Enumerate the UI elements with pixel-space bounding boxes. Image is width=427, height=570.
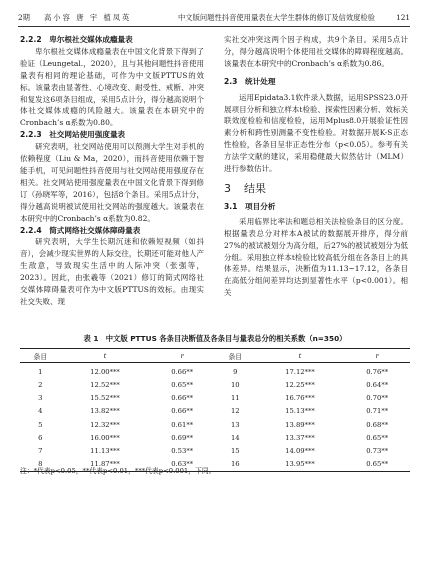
section-3-number: 3	[224, 181, 231, 195]
continued-paragraph: 实社交冲突这两个因子构成，共9个条目。采用5点计分，得分越高说明个体使用社交媒体的障碍程度越高。该量表在本研究中的Cronbach’s α系数为0.86。	[224, 35, 408, 68]
page-number: 121	[396, 13, 410, 22]
table-cell: 0.65**	[366, 433, 389, 442]
table-cell: 13.95***	[256, 458, 345, 472]
table-cell: 16.76***	[285, 394, 315, 403]
item-analysis-table	[20, 348, 410, 472]
table-cell: 0.65**	[344, 458, 410, 472]
running-header	[18, 10, 410, 27]
table-cell: 0.68**	[366, 420, 389, 429]
table-row	[20, 363, 410, 379]
table-row	[20, 418, 410, 431]
table-cell: 8	[20, 458, 61, 472]
table-row	[20, 431, 410, 444]
header-item: 条目	[20, 349, 61, 363]
header-authors: 高小容 唐 宇 植凤英	[44, 13, 132, 22]
table-cell: 0.69**	[171, 433, 194, 442]
table-cell: 13	[230, 420, 240, 429]
table-cell: 15	[230, 446, 240, 455]
right-column	[224, 34, 408, 299]
issue-number: 2期	[18, 13, 30, 22]
table-cell: 0.76**	[366, 367, 389, 376]
table-row	[20, 392, 410, 405]
section-2-2-2-heading: 2.2.2 卑尔根社交媒体成瘾量表	[20, 35, 133, 44]
section-3-1-heading: 3.1 项目分析	[224, 201, 276, 211]
table-cell: 5	[38, 420, 43, 429]
table-cell: 0.66**	[171, 394, 194, 403]
table-cell: 6	[38, 433, 43, 442]
table-cell: 12.32***	[90, 420, 120, 429]
table-cell: 14.09***	[285, 446, 315, 455]
table-cell: 17.12***	[285, 367, 315, 376]
table-cell: 12.00***	[90, 367, 120, 376]
table-cell: 1	[38, 367, 43, 376]
section-3-heading	[224, 183, 408, 195]
bergen-scale-paragraph: 卑尔根社交媒体成瘾量表在中国文化背景下得到了验证（Leungetal.，2020），且与其他问题性抖音使用量表有相同的理论基础，可作为中文版PTTUS的效标。该量表由显著性、心境改变、耐受性、戒断、冲突和复发这6项条目组成，采用5点计分，得分越高说明个体社交媒体成瘾的风险越大。该量表在本研究中的Cronbach’s α系数为0.80。	[20, 46, 204, 128]
section-3-title: 结果	[244, 181, 266, 195]
social-media-disorder-paragraph: 研究表明，大学生长期沉迷和依赖短视频（如抖音），会减少现实世界的人际交往，长期还可能对他人产生敌意，导致现实生活中的人际冲突（张强等，2023）。因此，由张羲等（2021）修订的简式网络社交媒体障碍量表可作为中文版PTTUS的效标。由现实社交失败、现	[20, 237, 204, 306]
table-cell: 12.25***	[285, 380, 315, 389]
table-cell: 16.00***	[90, 433, 120, 442]
table-cell: 13.37***	[285, 433, 315, 442]
table-cell: 4	[38, 407, 43, 416]
table-cell: 13.89***	[285, 420, 315, 429]
header-article-title: 中文版问题性抖音使用量表在大学生群体的修订及信效度检验	[178, 13, 376, 22]
table-cell: 9	[233, 367, 238, 376]
table-cell: 15.13***	[285, 407, 315, 416]
table-cell: 0.66**	[171, 367, 194, 376]
left-column	[20, 34, 204, 308]
table-cell: 12.52***	[90, 380, 120, 389]
item-analysis-paragraph: 采用临界比率法和题总相关法检验条目的区分度。根据量表总分对样本A被试的数据展开排序，得分前27%的被试被划分为高分组，后27%的被试被划分为低分组。采用独立样本t检验比较高低分组在各条目上的具体差异。结果显示，决断值为11.13~17.12，各条目在高低分组间差异均达到显著性水平（p<0.001）。相关	[224, 216, 408, 298]
table-row	[20, 378, 410, 391]
section-2-3-heading: 2.3 统计处理	[224, 76, 276, 86]
table-row	[20, 444, 410, 457]
table-cell: 3	[38, 394, 43, 403]
table-row	[20, 405, 410, 418]
table-cell: 0.61**	[171, 420, 194, 429]
table-cell: 7	[38, 446, 43, 455]
table-cell: 0.70**	[366, 394, 389, 403]
table-cell: 0.63**	[149, 458, 215, 472]
table-cell: 0.65**	[171, 380, 194, 389]
table-cell: 16	[215, 458, 256, 472]
table-note: 注：*代表p<0.05，**代表p<0.01，***代表p<0.001，下同。	[20, 467, 216, 475]
table-cell: 0.66**	[171, 407, 194, 416]
table-cell: 0.53**	[171, 446, 194, 455]
table-cell: 11.87***	[61, 458, 150, 472]
table-cell: 10	[230, 380, 240, 389]
header-r: r	[149, 349, 215, 363]
table-caption: 表 1 中文版 PTTUS 各条目决断值及各条目与量表总分的相关系数（n=350）	[83, 334, 347, 343]
table-cell: 0.71**	[366, 407, 389, 416]
table-cell: 13.82***	[90, 407, 120, 416]
table-cell: 2	[38, 380, 43, 389]
table-cell: 11	[230, 394, 240, 403]
table-cell: 0.64**	[366, 380, 389, 389]
sns-intensity-paragraph: 研究表明，社交网站使用可以预测大学生对手机的依赖程度（Liu & Ma，2020），而抖音使用依赖于智能手机，可见问题性抖音使用与社交网站使用强度存在相关。社交网站使用强度量表在中国文化背景下得到修订（孙晓军等，2016），包括8个条目。采用5点计分，得分越高说明被试使用社交网站的强度越大。该量表在本研究中的Cronbach’s α系数为0.82。	[20, 142, 204, 223]
table-cell: 11.13***	[90, 446, 120, 455]
table-cell: 0.73**	[366, 446, 389, 455]
section-2-2-3-heading: 2.2.3 社交网站使用强度量表	[20, 130, 126, 140]
header-item: 条目	[215, 349, 256, 363]
table-cell: 12	[230, 407, 240, 416]
header-t: t	[61, 349, 150, 363]
header-r: r	[344, 349, 410, 363]
header-t: t	[256, 349, 345, 363]
table-header-row	[20, 349, 410, 363]
table-cell: 14	[230, 433, 240, 442]
section-2-2-4-heading: 2.2.4 简式网络社交媒体障碍量表	[20, 225, 141, 235]
table-cell: 15.52***	[90, 394, 120, 403]
statistics-paragraph: 运用Epidata3.1软件录入数据，运用SPSS23.0开展项目分析和独立样本t检验、探索性因素分析、效标关联效度检验和信度检验，运用Mplus8.0开展验证性因素分析和跨性别测量不变性检验。对数据开展K-S正态性检验，各条目呈非正态性分布（p<0.05）。参考有关方法学文献的建议，采用稳健最大似然估计（MLM）进行参数估计。	[224, 92, 408, 174]
